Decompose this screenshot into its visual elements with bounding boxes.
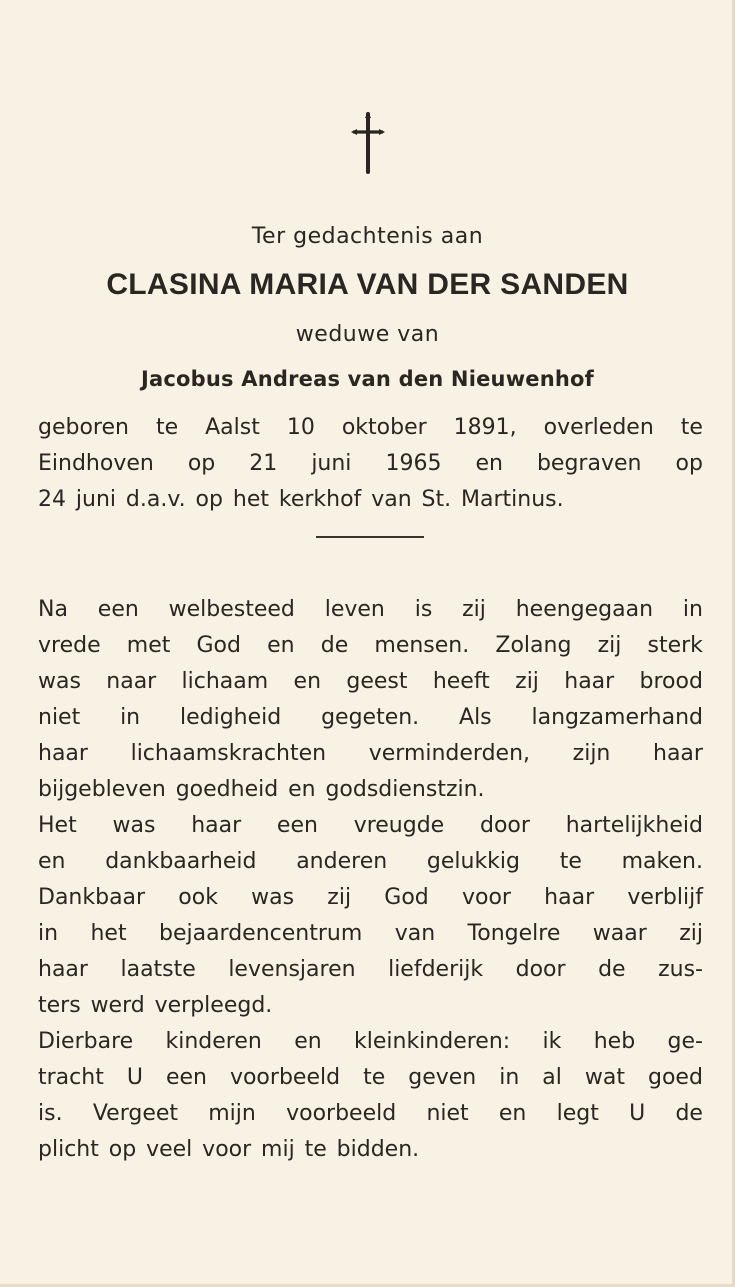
text-line: tracht U een voorbeeld te geven in al wat goed [38,1065,703,1090]
text-line: in het bejaardencentrum van Tongelre waar zij [38,921,703,946]
text-line: Na een welbesteed leven is zij heengegaan in [38,597,703,622]
text-line: vrede met God en de mensen. Zolang zij sterk [38,633,703,658]
dates-line: geboren te Aalst 10 oktober 1891, overleden te [38,415,703,440]
husband-name: Jacobus Andreas van den Nieuwenhof [141,367,594,391]
text-line: haar lichaamskrachten verminderden, zijn haar [38,741,703,766]
divider [316,536,424,538]
dates-line: 24 juni d.a.v. op het kerkhof van St. Martinus. [38,487,564,512]
text-line: Dierbare kinderen en kleinkinderen: ik heb ge- [38,1029,703,1054]
cross-icon [0,112,735,174]
dates-paragraph [38,410,703,518]
text-line: Het was haar een vreugde door hartelijkheid [38,813,703,838]
text-line: bijgebleven goedheid en godsdienstzin. [38,777,485,802]
memorial-text [38,592,703,1168]
text-line: is. Vergeet mijn voorbeeld niet en legt U de [38,1101,703,1126]
text-line: ters werd verpleegd. [38,993,273,1018]
widow-of-text: weduwe van [295,322,440,347]
text-line: Dankbaar ook was zij God voor haar verblijf [38,885,703,910]
text-line: plicht op veel voor mij te bidden. [38,1137,420,1162]
deceased-name: CLASINA MARIA VAN DER SANDEN [106,268,629,301]
intro-text: Ter gedachtenis aan [251,224,484,249]
text-line: en dankbaarheid anderen gelukkig te maken. [38,849,703,874]
dates-line: Eindhoven op 21 juni 1965 en begraven op [38,451,703,476]
text-line: niet in ledigheid gegeten. Als langzamerhand [38,705,703,730]
text-line: was naar lichaam en geest heeft zij haar brood [38,669,703,694]
text-line: haar laatste levensjaren liefderijk door de zus- [38,957,703,982]
